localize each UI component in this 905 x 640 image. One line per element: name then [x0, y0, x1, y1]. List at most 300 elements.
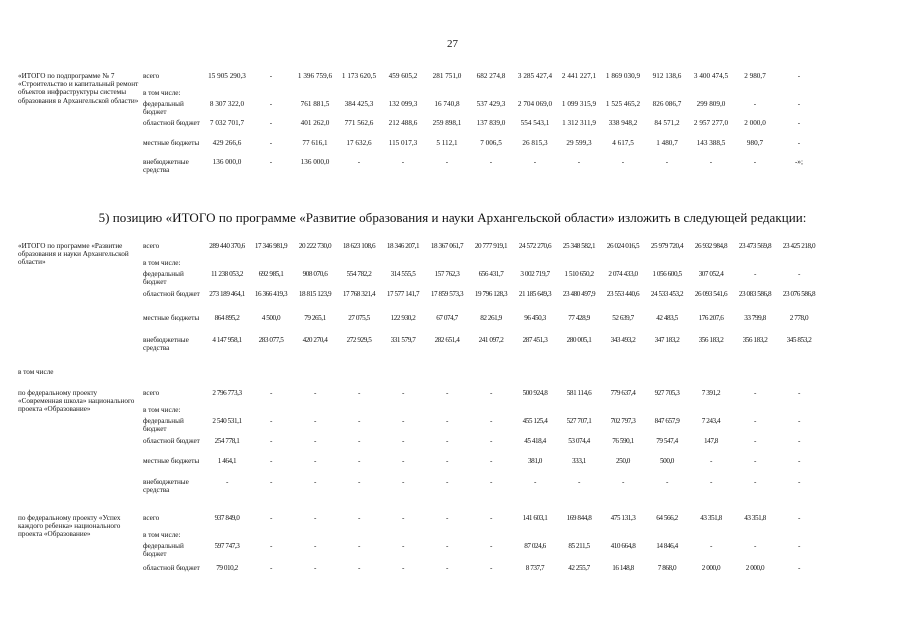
table-cell: -: [490, 478, 492, 486]
table-cell: 4 617,5: [612, 139, 634, 147]
table-row: [18, 514, 821, 531]
table-cell: 43 351,8: [700, 514, 722, 522]
table-cell: 21 185 649,3: [518, 290, 552, 298]
table-cell: [557, 89, 601, 100]
table-cell: 1 464,1: [217, 457, 237, 465]
table-cell: 1 525 465,2: [605, 100, 641, 108]
table-cell: -: [490, 389, 492, 397]
table-cell: 912 138,6: [652, 72, 682, 80]
table-cell: [777, 259, 821, 270]
table-cell: 2 000,0: [745, 564, 765, 572]
table-cell: -: [402, 389, 404, 397]
funding-source: в том числе:: [143, 531, 181, 539]
table-cell: 333,1: [572, 457, 586, 465]
table-cell: -: [490, 437, 492, 445]
table-cell: 26 932 984,8: [694, 242, 728, 250]
table-cell: [777, 531, 821, 542]
table-cell: [469, 406, 513, 417]
table-cell: 132 099,3: [388, 100, 418, 108]
table-cell: -: [314, 564, 316, 572]
table-cell: 1 869 030,9: [605, 72, 641, 80]
table-cell: 24 533 453,2: [650, 290, 684, 298]
table-cell: -: [401, 158, 405, 166]
table-cell: 24 572 270,6: [518, 242, 552, 250]
table-cell: [645, 89, 689, 100]
table-cell: 141 603,1: [522, 514, 548, 522]
table-cell: 20 777 919,1: [474, 242, 508, 250]
table-cell: -: [666, 478, 668, 486]
table-cell: 500,0: [660, 457, 674, 465]
table-cell: [777, 89, 821, 100]
table-cell: -: [797, 100, 801, 108]
funding-source: всего: [143, 72, 160, 80]
budget-table: [18, 242, 821, 358]
table-cell: 26 815,3: [522, 139, 548, 147]
table-cell: 16 366 419,3: [254, 290, 288, 298]
funding-source: всего: [143, 514, 160, 522]
table-cell: [601, 89, 645, 100]
table-cell: -: [358, 514, 360, 522]
table-cell: [557, 406, 601, 417]
table-cell: [293, 531, 337, 542]
table-cell: 26 093 541,6: [694, 290, 728, 298]
table-cell: [513, 406, 557, 417]
table-cell: -: [754, 417, 756, 425]
table-cell: -: [402, 514, 404, 522]
table-cell: 826 086,7: [652, 100, 682, 108]
table-cell: -: [314, 478, 316, 486]
table-cell: -: [270, 478, 272, 486]
table-cell: -: [753, 100, 757, 108]
table-cell: 212 488,6: [388, 119, 418, 127]
table-cell: [381, 259, 425, 270]
table-cell: 16 148,8: [612, 564, 634, 572]
funding-source: в том числе:: [143, 89, 181, 97]
table-cell: 1 480,7: [656, 139, 678, 147]
table-cell: -»;: [795, 158, 803, 166]
table-cell: 23 425 218,0: [782, 242, 816, 250]
table-cell: -: [489, 158, 493, 166]
table-cell: 2 441 227,1: [561, 72, 597, 80]
table-cell: -: [446, 417, 448, 425]
table-cell: -: [754, 457, 756, 465]
table-cell: 157 762,3: [434, 270, 460, 278]
table-cell: -: [490, 457, 492, 465]
table-cell: 581 114,6: [566, 389, 592, 397]
section-heading: 5) позицию «ИТОГО по программе «Развитие образования и науки Архангельской области» изложить в следующей редакции:: [98, 210, 807, 225]
table-cell: [249, 531, 293, 542]
table-cell: 76 590,1: [612, 437, 634, 445]
table-cell: -: [710, 457, 712, 465]
table-cell: [293, 259, 337, 270]
funding-source: в том числе:: [143, 406, 181, 414]
table-cell: [337, 89, 381, 100]
table-cell: [645, 259, 689, 270]
table-cell: 4 147 958,1: [212, 336, 242, 344]
table-cell: 19 796 128,3: [474, 290, 508, 298]
table-cell: 18 367 061,7: [430, 242, 464, 250]
table-cell: [469, 531, 513, 542]
table-cell: -: [357, 158, 361, 166]
table-cell: 356 183,2: [698, 336, 724, 344]
table-cell: -: [798, 457, 800, 465]
table-cell: [513, 89, 557, 100]
table-cell: -: [270, 389, 272, 397]
table-cell: -: [797, 72, 801, 80]
table-cell: -: [314, 417, 316, 425]
funding-source: внебюджетные средства: [143, 478, 189, 495]
table-cell: 136 000,0: [212, 158, 242, 166]
table-cell: 137 839,0: [476, 119, 506, 127]
table-cell: -: [797, 139, 801, 147]
table-cell: 1 312 311,9: [562, 119, 596, 127]
table-cell: [469, 89, 513, 100]
table-cell: 2 074 433,0: [608, 270, 638, 278]
table-cell: 7 006,5: [480, 139, 502, 147]
funding-source: всего: [143, 242, 160, 250]
table-cell: 1 056 600,5: [652, 270, 682, 278]
funding-source: федеральный бюджет: [143, 542, 184, 559]
table-cell: -: [665, 158, 669, 166]
table-cell: 779 637,4: [610, 389, 636, 397]
table-cell: 27 075,5: [348, 314, 370, 322]
table-cell: 7 391,2: [701, 389, 721, 397]
table-cell: 656 431,7: [478, 270, 504, 278]
table-cell: [557, 531, 601, 542]
table-cell: -: [621, 158, 625, 166]
table-cell: 18 346 207,1: [386, 242, 420, 250]
table-cell: 761 881,5: [300, 100, 330, 108]
table-cell: -: [270, 542, 272, 550]
table-cell: 455 125,4: [522, 417, 548, 425]
table-cell: 3 002 719,7: [520, 270, 550, 278]
table-cell: 3 400 474,5: [693, 72, 729, 80]
table-cell: -: [270, 437, 272, 445]
table-cell: -: [402, 542, 404, 550]
table-cell: 2 980,7: [744, 72, 766, 80]
table-cell: 554 543,1: [520, 119, 550, 127]
table-cell: -: [269, 100, 273, 108]
table-cell: -: [270, 457, 272, 465]
table-cell: [337, 259, 381, 270]
table-cell: -: [445, 158, 449, 166]
table-cell: 45 418,4: [524, 437, 546, 445]
table-cell: -: [446, 389, 448, 397]
table-cell: 96 450,3: [524, 314, 546, 322]
table-cell: 17 859 573,3: [430, 290, 464, 298]
table-cell: 2 704 069,0: [517, 100, 553, 108]
table-cell: 459 605,2: [388, 72, 418, 80]
funding-source: федеральный бюджет: [143, 417, 184, 434]
table-cell: -: [270, 564, 272, 572]
table-cell: 2 778,0: [789, 314, 809, 322]
table-cell: [381, 531, 425, 542]
table-cell: -: [402, 437, 404, 445]
table-cell: 281 751,0: [432, 72, 462, 80]
table-cell: [293, 89, 337, 100]
table-cell: -: [754, 270, 756, 278]
table-cell: -: [533, 158, 537, 166]
budget-table: [18, 72, 821, 180]
table-cell: -: [402, 564, 404, 572]
table-cell: 429 266,6: [212, 139, 242, 147]
table-cell: 16 740,8: [434, 100, 460, 108]
table-cell: [557, 259, 601, 270]
table-cell: 597 747,3: [214, 542, 240, 550]
table-cell: 527 707,1: [566, 417, 592, 425]
funding-source: областной бюджет: [143, 119, 200, 127]
table-cell: 347 183,2: [654, 336, 680, 344]
table-cell: 42 483,5: [656, 314, 678, 322]
table-cell: 2 000,0: [744, 119, 766, 127]
table-cell: 17 768 321,4: [342, 290, 376, 298]
row-group-label: по федеральному проекту «Современная школа» национального проекта «Образование»: [18, 389, 135, 414]
table-cell: -: [314, 542, 316, 550]
table-row: [18, 72, 821, 89]
table-cell: 29 599,3: [566, 139, 592, 147]
table-cell: 554 782,2: [346, 270, 372, 278]
table-cell: 2 540 531,1: [212, 417, 242, 425]
table-cell: [689, 259, 733, 270]
table-cell: 2 957 277,0: [693, 119, 729, 127]
table-row: [18, 389, 821, 406]
table-cell: -: [269, 139, 273, 147]
table-cell: -: [358, 417, 360, 425]
page-number: 27: [447, 38, 458, 50]
table-cell: [733, 531, 777, 542]
table-cell: -: [490, 514, 492, 522]
table-cell: -: [798, 270, 800, 278]
table-cell: 537 429,3: [476, 100, 506, 108]
table-row: [18, 242, 821, 259]
budget-table: [18, 514, 821, 584]
table-cell: [425, 531, 469, 542]
table-cell: [777, 406, 821, 417]
table-cell: [205, 89, 249, 100]
table-cell: 847 657,9: [654, 417, 680, 425]
table-cell: -: [314, 457, 316, 465]
table-cell: 136 000,0: [300, 158, 330, 166]
row-group-label: «ИТОГО по подпрограмме № 7 «Строительство и капитальный ремонт объектов инфраструктуры системы образования в Архангельской области»: [18, 72, 139, 105]
table-cell: -: [710, 478, 712, 486]
row-group-label: «ИТОГО по программе «Развитие образования и науки Архангельской области»: [18, 242, 129, 267]
table-cell: 15 905 290,3: [208, 72, 246, 80]
table-cell: [601, 406, 645, 417]
table-cell: -: [754, 389, 756, 397]
table-cell: 401 262,0: [300, 119, 330, 127]
table-cell: 771 562,6: [344, 119, 374, 127]
table-cell: 259 898,1: [432, 119, 462, 127]
table-cell: -: [358, 389, 360, 397]
table-cell: -: [358, 564, 360, 572]
table-cell: 314 555,5: [390, 270, 416, 278]
table-cell: -: [797, 119, 801, 127]
table-cell: -: [798, 564, 800, 572]
table-cell: -: [798, 542, 800, 550]
table-cell: -: [270, 417, 272, 425]
funding-source: областной бюджет: [143, 437, 200, 445]
table-cell: -: [622, 478, 624, 486]
table-cell: 14 846,4: [656, 542, 678, 550]
table-cell: [205, 259, 249, 270]
funding-source: местные бюджеты: [143, 139, 200, 147]
table-cell: 307 052,4: [698, 270, 724, 278]
table-cell: -: [226, 478, 228, 486]
table-cell: 289 440 370,6: [209, 242, 245, 250]
table-cell: 475 131,3: [610, 514, 636, 522]
table-cell: -: [753, 158, 757, 166]
table-cell: 250,0: [616, 457, 630, 465]
table-cell: 280 005,1: [566, 336, 592, 344]
table-cell: 25 979 720,4: [650, 242, 684, 250]
table-cell: 702 797,3: [610, 417, 636, 425]
table-cell: [249, 259, 293, 270]
funding-source: в том числе:: [143, 259, 181, 267]
table-cell: 17 577 141,7: [386, 290, 420, 298]
table-cell: 43 351,8: [744, 514, 766, 522]
table-cell: 23 553 440,6: [606, 290, 640, 298]
table-cell: 254 778,1: [214, 437, 240, 445]
table-cell: -: [710, 542, 712, 550]
funding-source: федеральный бюджет: [143, 100, 184, 117]
table-cell: 20 222 730,0: [298, 242, 332, 250]
table-cell: 272 929,5: [346, 336, 372, 344]
table-cell: 8 737,7: [525, 564, 545, 572]
table-cell: [601, 531, 645, 542]
table-cell: 85 211,5: [568, 542, 590, 550]
table-cell: [689, 89, 733, 100]
table-cell: 1 396 759,6: [297, 72, 333, 80]
table-cell: -: [314, 514, 316, 522]
table-cell: [381, 406, 425, 417]
funding-source: внебюджетные средства: [143, 158, 189, 175]
table-cell: 115 017,3: [388, 139, 418, 147]
table-cell: 17 632,6: [346, 139, 372, 147]
table-cell: [513, 259, 557, 270]
table-cell: -: [798, 389, 800, 397]
funding-source: областной бюджет: [143, 290, 200, 298]
table-cell: 500 924,8: [522, 389, 548, 397]
table-cell: -: [269, 72, 273, 80]
table-cell: 42 255,7: [568, 564, 590, 572]
table-cell: -: [446, 478, 448, 486]
table-cell: [733, 89, 777, 100]
table-cell: 980,7: [746, 139, 764, 147]
table-cell: 282 651,4: [434, 336, 460, 344]
table-cell: -: [446, 457, 448, 465]
table-cell: 7 243,4: [701, 417, 721, 425]
table-cell: 143 388,5: [696, 139, 726, 147]
table-cell: -: [270, 514, 272, 522]
table-cell: -: [446, 437, 448, 445]
table-cell: 23 480 497,9: [562, 290, 596, 298]
table-cell: 420 270,4: [302, 336, 328, 344]
table-cell: -: [754, 437, 756, 445]
table-cell: 682 274,8: [476, 72, 506, 80]
funding-source: внебюджетные средства: [143, 336, 189, 353]
table-cell: 2 000,0: [701, 564, 721, 572]
table-cell: 147,8: [704, 437, 718, 445]
table-cell: 53 074,4: [568, 437, 590, 445]
table-cell: [601, 259, 645, 270]
funding-source: местные бюджеты: [143, 314, 200, 322]
table-cell: -: [269, 158, 273, 166]
table-cell: -: [446, 564, 448, 572]
table-cell: 169 844,8: [566, 514, 592, 522]
table-cell: 1 510 650,2: [564, 270, 594, 278]
table-cell: 356 183,2: [742, 336, 768, 344]
table-cell: [513, 531, 557, 542]
table-cell: 908 070,6: [302, 270, 328, 278]
table-cell: 79 265,1: [304, 314, 326, 322]
table-cell: 122 930,2: [390, 314, 416, 322]
table-cell: -: [578, 478, 580, 486]
table-cell: 64 566,2: [656, 514, 678, 522]
table-cell: 77 616,1: [302, 139, 328, 147]
table-cell: 927 705,3: [654, 389, 680, 397]
table-cell: 26 024 016,5: [606, 242, 640, 250]
table-cell: 937 849,0: [214, 514, 240, 522]
table-cell: -: [534, 478, 536, 486]
table-cell: -: [798, 417, 800, 425]
table-cell: [249, 406, 293, 417]
table-cell: -: [446, 514, 448, 522]
table-cell: -: [314, 437, 316, 445]
table-cell: 273 189 464,1: [209, 290, 245, 298]
table-cell: -: [577, 158, 581, 166]
table-cell: [689, 406, 733, 417]
table-cell: 7 032 701,7: [209, 119, 245, 127]
table-cell: 79 010,2: [216, 564, 238, 572]
table-cell: 52 639,7: [612, 314, 634, 322]
row-group-label: по федеральному проекту «Успех каждого ребенка» национального проекта «Образование»: [18, 514, 121, 539]
in-total-label: в том числе: [18, 368, 54, 376]
table-cell: [293, 406, 337, 417]
table-cell: [733, 259, 777, 270]
table-cell: 299 809,0: [696, 100, 726, 108]
table-cell: -: [269, 119, 273, 127]
table-cell: [249, 89, 293, 100]
table-cell: 23 076 586,8: [782, 290, 816, 298]
table-cell: -: [314, 389, 316, 397]
table-cell: [645, 406, 689, 417]
funding-source: федеральный бюджет: [143, 270, 184, 287]
table-cell: -: [358, 437, 360, 445]
table-cell: 77 428,9: [568, 314, 590, 322]
table-cell: [381, 89, 425, 100]
table-cell: 283 077,5: [258, 336, 284, 344]
table-cell: -: [358, 457, 360, 465]
table-cell: 25 348 582,1: [562, 242, 596, 250]
table-cell: 82 261,9: [480, 314, 502, 322]
table-cell: [205, 406, 249, 417]
table-cell: -: [402, 457, 404, 465]
table-cell: 176 207,6: [698, 314, 724, 322]
table-cell: [733, 406, 777, 417]
table-cell: 343 493,2: [610, 336, 636, 344]
table-cell: 23 083 586,8: [738, 290, 772, 298]
table-cell: 23 473 569,8: [738, 242, 772, 250]
table-cell: 1 099 315,9: [561, 100, 597, 108]
table-cell: 241 097,2: [478, 336, 504, 344]
table-cell: 410 664,8: [610, 542, 636, 550]
table-cell: 67 074,7: [436, 314, 458, 322]
table-cell: -: [490, 542, 492, 550]
table-cell: 692 985,1: [258, 270, 284, 278]
table-cell: 87 024,6: [524, 542, 546, 550]
table-cell: 5 112,1: [436, 139, 458, 147]
table-cell: 33 799,8: [744, 314, 766, 322]
